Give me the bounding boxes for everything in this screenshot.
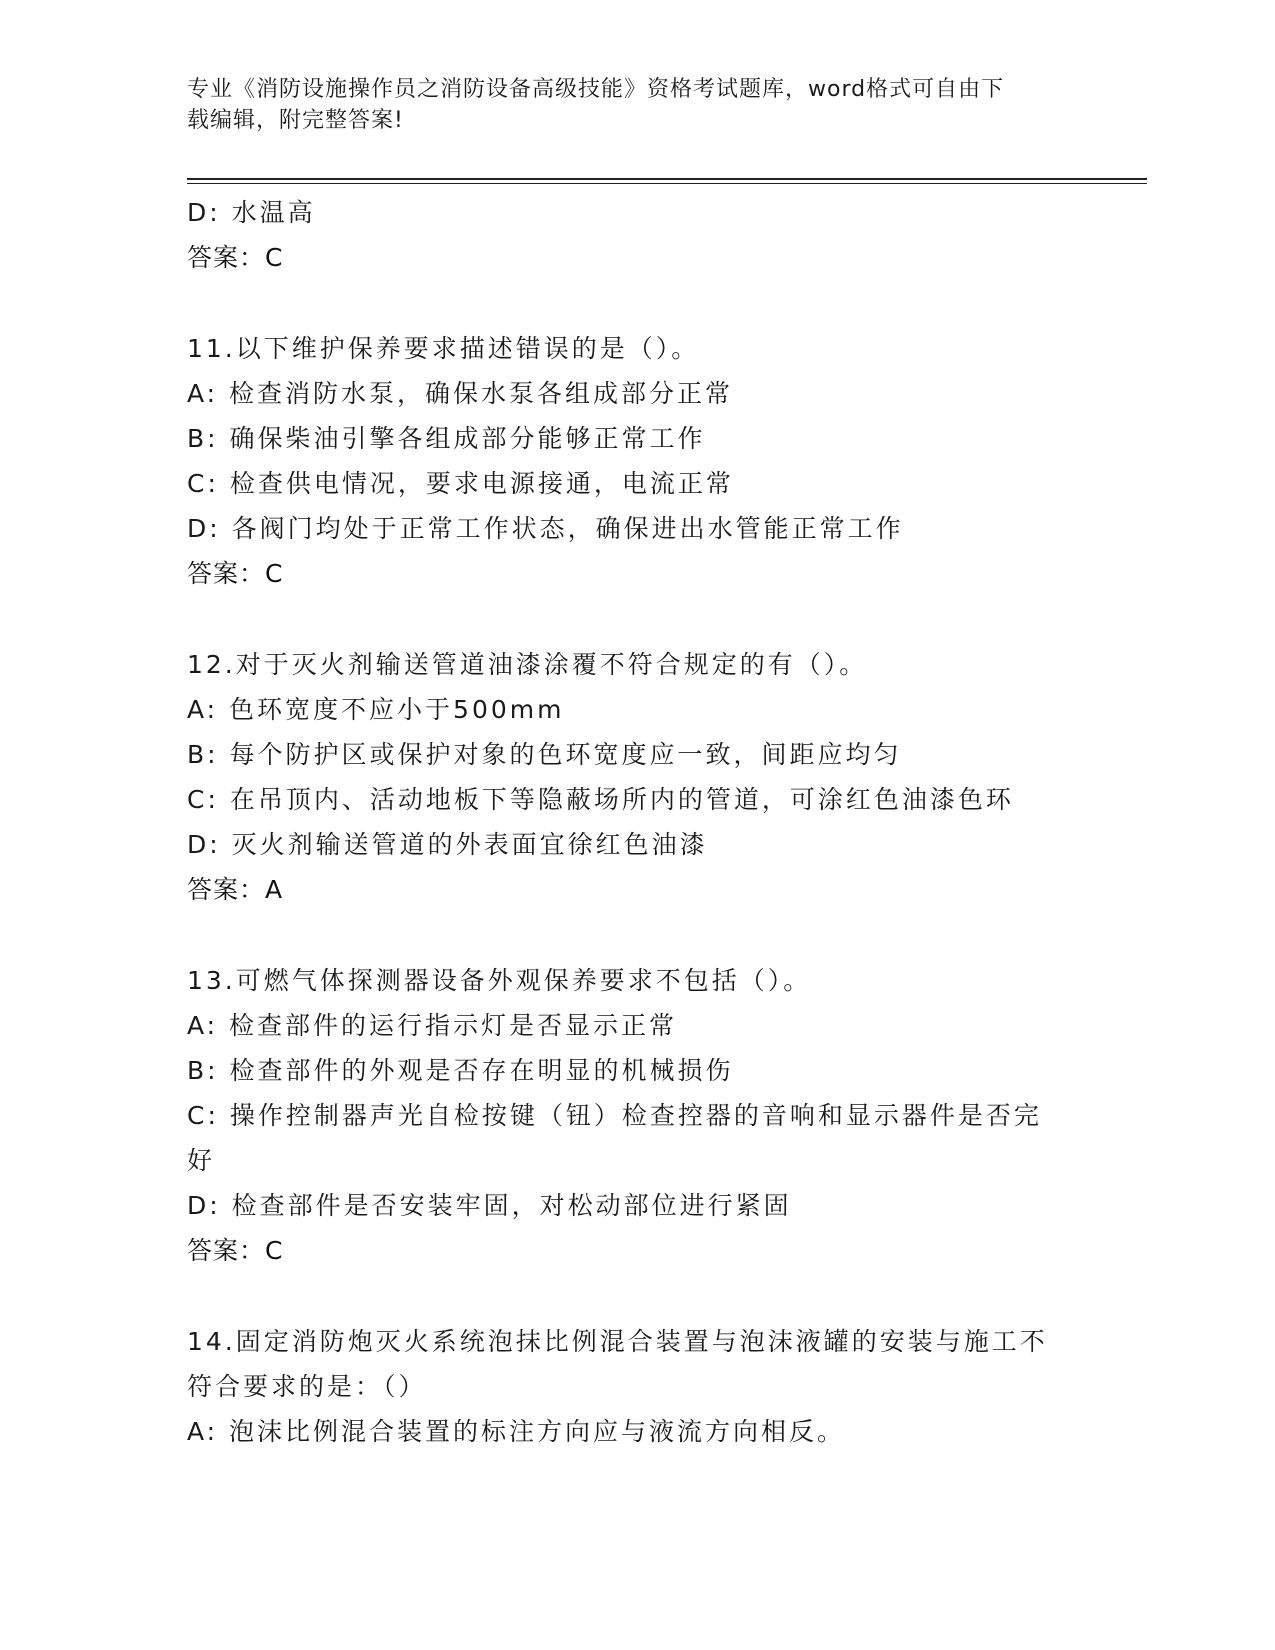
spacer <box>187 596 1067 642</box>
option-c: C: 在吊顶内、活动地板下等隐蔽场所内的管道，可涂红色油漆色环 <box>187 785 1014 814</box>
question-stem: 11.以下维护保养要求描述错误的是（）。 <box>187 334 700 363</box>
option-b: B: 确保柴油引擎各组成部分能够正常工作 <box>187 424 706 453</box>
question-list <box>187 190 1067 1454</box>
question-block-11 <box>187 326 1067 596</box>
document-header <box>187 74 1067 136</box>
answer-line: 答案：C <box>187 559 284 588</box>
header-divider-thick <box>187 178 1147 180</box>
answer-line: 答案：C <box>187 243 284 272</box>
option-a: A: 检查消防水泵，确保水泵各组成部分正常 <box>187 379 734 408</box>
option-b: B: 每个防护区或保护对象的色环宽度应一致，间距应均匀 <box>187 740 902 769</box>
question-stem: 12.对于灭火剂输送管道油漆涂覆不符合规定的有（）。 <box>187 650 868 679</box>
option-a: A: 检查部件的运行指示灯是否显示正常 <box>187 1011 678 1040</box>
header-line-1: 专业《消防设施操作员之消防设备高级技能》资格考试题库，word格式可自由下 <box>187 77 1005 102</box>
answer-line: 答案：A <box>187 875 284 904</box>
header-line-2: 载编辑，附完整答案! <box>187 108 404 133</box>
header-divider-thin <box>187 183 1147 184</box>
question-block-13 <box>187 958 1067 1273</box>
question-block-12 <box>187 642 1067 912</box>
question-block-10 <box>187 190 1067 280</box>
option-d: D: 水温高 <box>187 198 316 227</box>
option-a: A: 泡沫比例混合装置的标注方向应与液流方向相反。 <box>187 1417 846 1446</box>
option-d: D: 灭火剂输送管道的外表面宜徐红色油漆 <box>187 830 708 859</box>
option-b: B: 检查部件的外观是否存在明显的机械损伤 <box>187 1056 734 1085</box>
option-c: C: 检查供电情况，要求电源接通，电流正常 <box>187 469 734 498</box>
spacer <box>187 1273 1067 1319</box>
question-block-14 <box>187 1319 1067 1454</box>
question-stem: 13.可燃气体探测器设备外观保养要求不包括（）。 <box>187 966 812 995</box>
option-d: D: 检查部件是否安装牢固，对松动部位进行紧固 <box>187 1191 792 1220</box>
spacer <box>187 280 1067 326</box>
spacer <box>187 912 1067 958</box>
option-d: D: 各阀门均处于正常工作状态，确保进出水管能正常工作 <box>187 514 904 543</box>
option-c: C: 操作控制器声光自检按键（钮）检查控器的音响和显示器件是否完好 <box>187 1101 1042 1175</box>
answer-line: 答案：C <box>187 1236 284 1265</box>
question-stem: 14.固定消防炮灭火系统泡抹比例混合装置与泡沫液罐的安装与施工不符合要求的是：（） <box>187 1327 1048 1401</box>
option-a: A: 色环宽度不应小于500mm <box>187 695 565 724</box>
